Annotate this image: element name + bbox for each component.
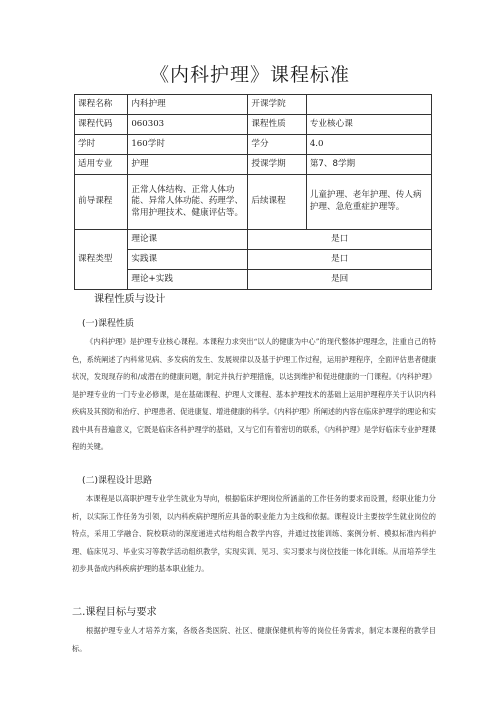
course-info-table [74,94,432,290]
table-row [75,95,432,115]
label-course-type: 课程类型 [75,230,128,290]
page-title: 《内科护理》课程标准 [149,64,350,86]
table-row [75,115,432,135]
value-college [306,95,431,115]
label-hours: 学时 [75,135,128,155]
label-credits: 学分 [248,135,306,155]
type-value: 是口 [248,250,432,270]
table-row [75,155,432,175]
label-course-name: 课程名称 [75,95,128,115]
table-row [75,270,432,290]
value-hours: 160学时 [128,135,248,155]
table-row [75,250,432,270]
value-course-name: 内科护理 [128,95,248,115]
subsection-heading: (二)课程设计思路 [82,476,153,486]
paragraph: 本课程是以高职护理专业学生就业为导向，根据临床护理岗位所涵盖的工作任务的要求而设置，经职业能力分析，以实际工作任务为引领，以内科疾病护理所应具备的职业能力为主线和依据。课程设计主要按学生就业岗位的特点，采用工学融合、院校联动的深度递进式结构组合教学内容，并通过技能训练、案例分析、模拟标准内科护理、临床见习、毕业实习等教学活动组织教学，实现实训、见习、实习要求与岗位技能一体化训练。从而培养学生初步具备成内科疾病护理的基本职业能力。 [72,494,436,573]
value-prerequisites: 正常人体结构、正常人体功能、异常人体功能、药理学、常用护理技术、健康评估等。 [128,175,248,230]
value-semester: 第7、8学期 [306,155,431,175]
label-course-code: 课程代码 [75,115,128,135]
type-value: 是口 [248,230,432,250]
value-credits: 4.0 [306,135,431,155]
label-follow-up: 后续课程 [248,175,306,230]
label-college: 开课学院 [248,95,306,115]
subsection-heading: (一)课程性质 [82,319,135,329]
type-name: 理论+实践 [128,270,248,290]
type-value: 是回 [248,270,432,290]
value-course-code: 060303 [128,115,248,135]
value-follow-up: 儿童护理、老年护理、传人病护理、急危重症护理等。 [306,175,431,230]
table-row [75,135,432,155]
label-course-nature: 课程性质 [248,115,306,135]
type-name: 实践课 [128,250,248,270]
paragraph: 根据护理专业人才培养方案，各级各类医院、社区、健康保健机构等的岗位任务需求，制定本课程的教学目标。 [72,626,436,653]
table-row [75,230,432,250]
label-prerequisites: 前导课程 [75,175,128,230]
type-name: 理论课 [128,230,248,250]
label-major: 适用专业 [75,155,128,175]
table-row [75,175,432,230]
section-heading: 课程性质与设计 [94,294,166,305]
value-major: 护理 [128,155,248,175]
paragraph: 《内科护理》是护理专业核心课程。本课程力求突出“以人的健康为中心”的现代整体护理理念，注重自己的特色，系统阐述了内科常见病、多发病的发生、发展规律以及基于护理工作过程，运用护理程序，全面评估患者健康状况，发现现存的和/或潜在的健康问题，制定并执行护理措施，以达到维护和促进健康的一门课程。《内科护理》是护理专业的一门专业必修课，是在基础课程、护理人文课程、基本护理技术的基础上运用护理程序关于认识内科疾病及其预防和治疗、护理患者、促进康复、增进健康的科学。《内科护理》所阐述的内容在临床护理学的理论和实践中具有普遍意义，它既是临床各科护理学的基础，又与它们有着密切的联系，《内科护理》是学好临床专业护理课程的关键。 [72,337,436,451]
section-heading: 二.课程目标与要求 [72,607,157,618]
label-semester: 授课学期 [248,155,306,175]
value-course-nature: 专业核心课 [306,115,431,135]
